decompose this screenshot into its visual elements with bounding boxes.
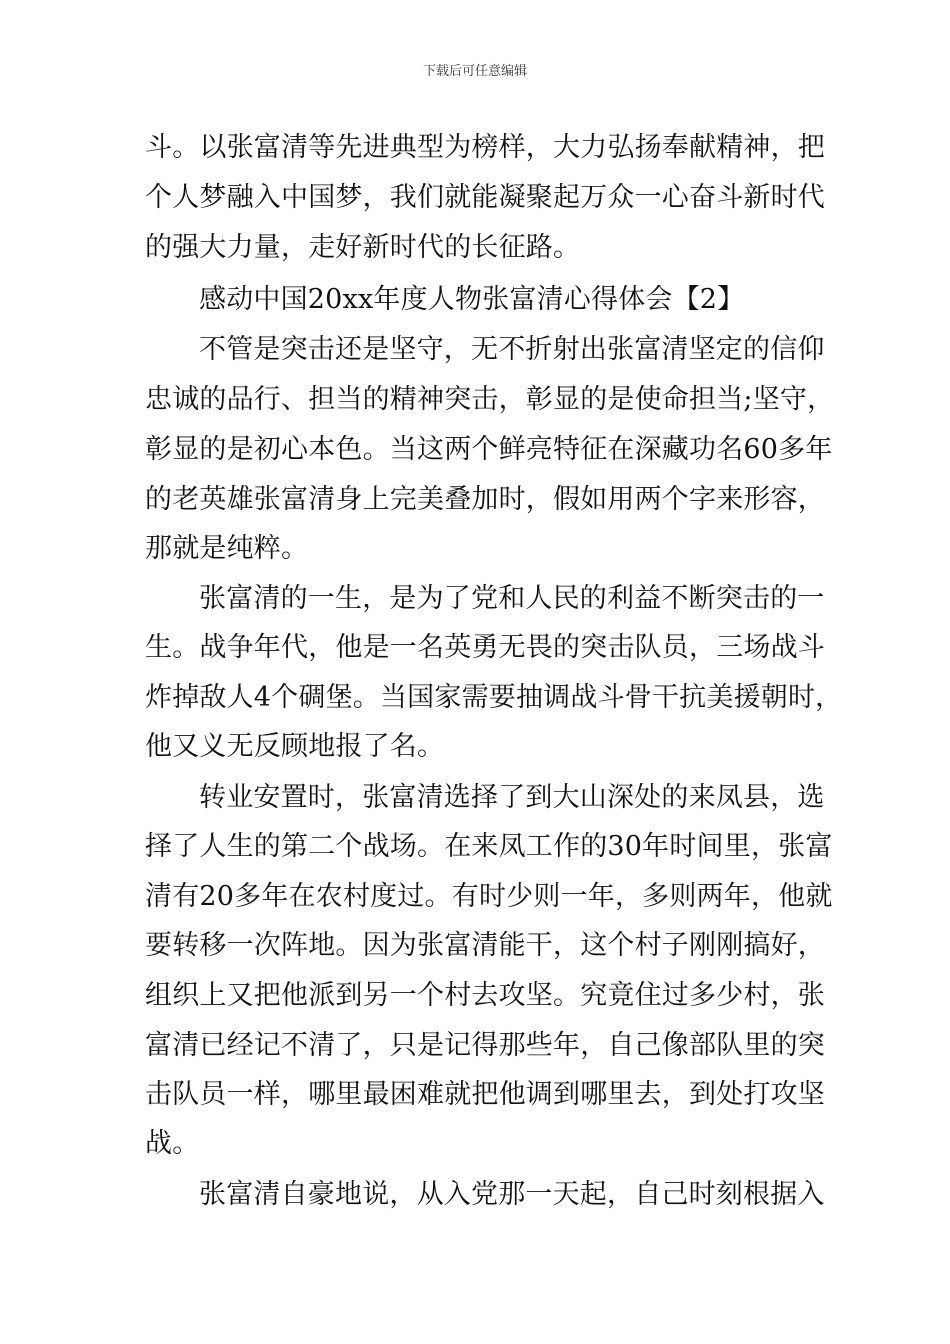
page-header: 下载后可任意编辑 bbox=[422, 64, 527, 79]
text-line: 个人梦融入中国梦，我们就能凝聚起万众一心奋斗新时代 bbox=[145, 182, 825, 213]
text-line: 不管是突击还是坚守，无不折射出张富清坚定的信仰 bbox=[199, 334, 825, 365]
text-line: 择了人生的第二个战场。在来凤工作的30年时间里，张富 bbox=[145, 831, 833, 862]
text-line: 那就是纯粹。 bbox=[145, 533, 309, 564]
text-line: 他又义无反顾地报了名。 bbox=[145, 731, 445, 762]
text-line: 战。 bbox=[145, 1128, 200, 1159]
text-line: 彰显的是初心本色。当这两个鲜亮特征在深藏功名60多年 bbox=[145, 434, 833, 465]
text-line: 要转移一次阵地。因为张富清能干，这个村子刚刚搞好， bbox=[145, 930, 825, 961]
text-line: 忠诚的品行、担当的精神突击，彰显的是使命担当;坚守， bbox=[145, 384, 835, 415]
text-line: 生。战争年代，他是一名英勇无畏的突击队员，三场战斗 bbox=[145, 632, 825, 663]
text-line: 的强大力量，走好新时代的长征路。 bbox=[145, 232, 581, 263]
text-line: 炸掉敌人4个碉堡。当国家需要抽调战斗骨干抗美援朝时， bbox=[145, 682, 843, 713]
text-line: 击队员一样，哪里最困难就把他调到哪里去，到处打攻坚 bbox=[145, 1079, 825, 1110]
text-line: 张富清自豪地说，从入党那一天起，自己时刻根据入 bbox=[199, 1179, 825, 1210]
section-title: 感动中国20xx年度人物张富清心得体会【2】 bbox=[199, 284, 745, 315]
text-line: 斗。以张富清等先进典型为榜样，大力弘扬奉献精神，把 bbox=[145, 132, 825, 163]
text-line: 清有20多年在农村度过。有时少则一年，多则两年，他就 bbox=[145, 881, 833, 912]
text-line: 富清已经记不清了，只是记得那些年，自己像部队里的突 bbox=[145, 1030, 825, 1061]
text-line: 转业安置时，张富清选择了到大山深处的来凤县，选 bbox=[199, 782, 825, 813]
text-line: 的老英雄张富清身上完美叠加时，假如用两个字来形容， bbox=[145, 484, 825, 515]
text-line: 张富清的一生，是为了党和人民的利益不断突击的一 bbox=[199, 583, 825, 614]
text-line: 组织上又把他派到另一个村去攻坚。究竟住过多少村，张 bbox=[145, 980, 825, 1011]
